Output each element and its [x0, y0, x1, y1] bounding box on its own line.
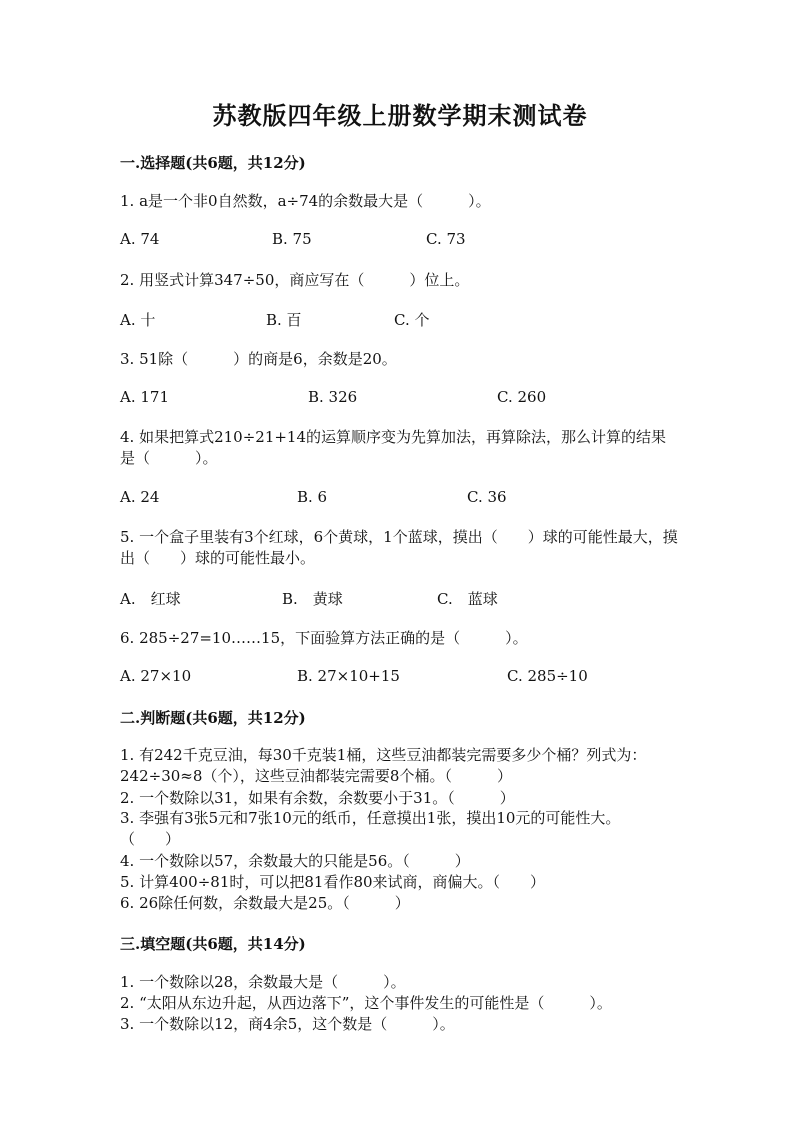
option-a: A. 24: [120, 488, 160, 506]
page-title: 苏教版四年级上册数学期末测试卷: [212, 101, 588, 130]
option-b: B. 百: [266, 311, 302, 329]
section-heading-choice: 一.选择题(共6题，共12分): [120, 154, 306, 172]
option-a: A. 171: [120, 388, 169, 406]
question-text: 1. a是一个非0自然数，a÷74的余数最大是（ ）。: [120, 192, 491, 210]
section-heading-judgement: 二.判断题(共6题，共12分): [120, 709, 306, 727]
option-c: C. 73: [426, 230, 466, 248]
option-c: C. 蓝球: [437, 590, 498, 608]
option-a: A. 红球: [120, 590, 181, 608]
question-text: 4. 如果把算式210÷21+14的运算顺序变为先算加法，再算除法，那么计算的结果是（ ）。: [120, 428, 667, 467]
option-b: B. 6: [297, 488, 328, 506]
option-c: C. 285÷10: [507, 667, 588, 685]
statement-text: 6. 26除任何数，余数最大是25。（ ）: [120, 894, 410, 912]
statement-text: 3. 李强有3张5元和7张10元的纸币，任意摸出1张，摸出10元的可能性大。 （ ）: [120, 809, 643, 848]
question-text: 6. 285÷27=10……15，下面验算方法正确的是（ ）。: [120, 629, 528, 647]
option-a: A. 27×10: [120, 667, 192, 685]
statement-text: 2. 一个数除以31，如果有余数，余数要小于31。（ ）: [120, 789, 515, 807]
question-text: 2. 用竖式计算347÷50，商应写在（ ）位上。: [120, 271, 470, 289]
option-c: C. 个: [394, 311, 430, 329]
option-c: C. 36: [467, 488, 507, 506]
option-c: C. 260: [497, 388, 547, 406]
statement-text: 1. 有242千克豆油，每30千克装1桶，这些豆油都装完需要多少个桶？列式为：242÷30≈8（个），这些豆油都装完需要8个桶。（ ）: [120, 746, 647, 785]
option-b: B. 27×10+15: [297, 667, 400, 685]
fill-question-text: 2. “太阳从东边升起，从西边落下”，这个事件发生的可能性是（ ）。: [120, 994, 612, 1012]
statement-text: 4. 一个数除以57，余数最大的只能是56。（ ）: [120, 852, 470, 870]
fill-question-text: 1. 一个数除以28，余数最大是（ ）。: [120, 973, 406, 991]
section-heading-fill: 三.填空题(共6题，共14分): [120, 935, 306, 953]
option-a: A. 74: [120, 230, 160, 248]
option-b: B. 黄球: [282, 590, 343, 608]
statement-text: 5. 计算400÷81时，可以把81看作80来试商，商偏大。（ ）: [120, 873, 546, 891]
option-a: A. 十: [120, 311, 156, 329]
option-b: B. 326: [308, 388, 358, 406]
fill-question-text: 3. 一个数除以12，商4余5，这个数是（ ）。: [120, 1015, 455, 1033]
option-b: B. 75: [272, 230, 312, 248]
question-text: 5. 一个盒子里装有3个红球，6个黄球，1个蓝球，摸出（ ）球的可能性最大，摸出（ ）球的可能性最小。: [120, 528, 678, 567]
question-text: 3. 51除（ ）的商是6，余数是20。: [120, 350, 397, 368]
